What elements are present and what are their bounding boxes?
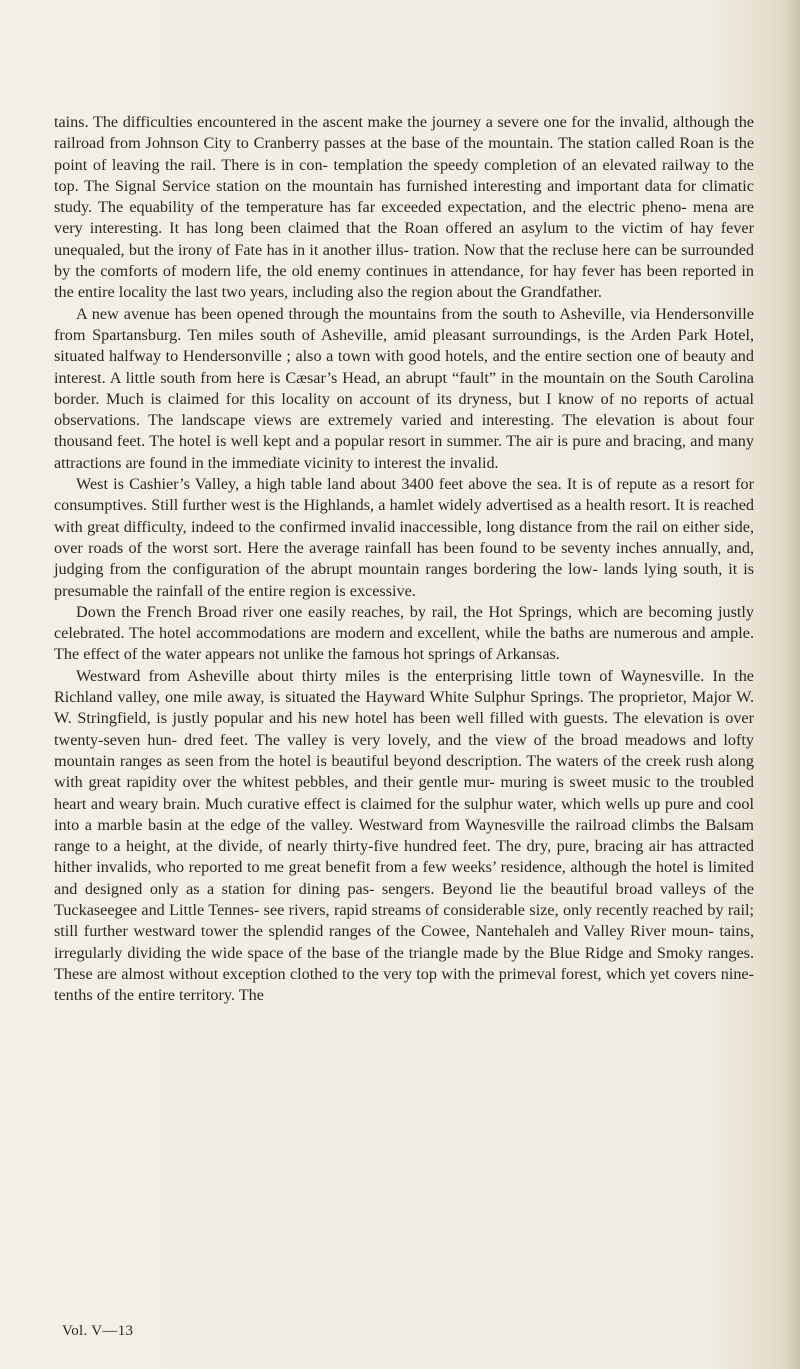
body-text [54, 112, 754, 1006]
signature-mark: Vol. V—13 [62, 1323, 134, 1339]
paragraph-5: Westward from Asheville about thirty miles is the enterprising little town of Waynesville. In the Richland valley, one mile away, is situated the Hayward White Sulphur Springs. The proprietor, Major W. W. Stringfield, is justly popular and his new hotel has been well filled with guests. The elevation is over twenty-seven hun- dred feet. The valley is very lovely, and the view of the broad meadows and lofty mountain ranges as seen from the hotel is beautiful beyond description. The waters of the creek rush along with great rapidity over the whitest pebbles, and their gentle mur- muring is sweet music to the troubled heart and weary brain. Much curative effect is claimed for the sulphur water, which wells up pure and cool into a marble basin at the edge of the valley. Westward from Waynesville the railroad climbs the Balsam range to a height, at the divide, of nearly thirty-five hundred feet. The dry, pure, bracing air has attracted hither invalids, who reported to me great benefit from a few weeks’ residence, although the hotel is limited and designed only as a station for dining pas- sengers. Beyond lie the beautiful broad valleys of the Tuckaseegee and Little Tennes- see rivers, rapid streams of considerable size, only recently reached by rail; still further westward tower the splendid ranges of the Cowee, Nantehaleh and Valley River moun- tains, irregularly dividing the wide space of the base of the triangle made by the Blue Ridge and Smoky ranges. These are almost without exception clothed to the very top with the primeval forest, which yet covers nine-tenths of the entire territory. The [54, 666, 754, 1005]
page-edge-shadow [786, 0, 800, 1369]
paragraph-3: West is Cashier’s Valley, a high table land about 3400 feet above the sea. It is of repute as a resort for consumptives. Still further west is the Highlands, a hamlet widely advertised as a health resort. It is reached with great difficulty, indeed to the confirmed invalid inaccessible, long distance from the rail on either side, over roads of the worst sort. Here the average rainfall has been found to be seventy inches annually, and, judging from the configuration of the abrupt mountain ranges bordering the low- lands lying south, it is presumable the rainfall of the entire region is excessive. [54, 475, 754, 600]
paragraph-2: A new avenue has been opened through the mountains from the south to Asheville, via Hendersonville from Spartansburg. Ten miles south of Asheville, amid pleasant surroundings, is the Arden Park Hotel, situated halfway to Hendersonville ; also a town with good hotels, and the entire section one of beauty and interest. A little south from here is Cæsar’s Head, an abrupt “fault” in the mountain on the South Carolina border. Much is claimed for this locality on account of its dryness, but I know of no reports of actual observations. The landscape views are extremely varied and interesting. The elevation is about four thousand feet. The hotel is well kept and a popular resort in summer. The air is pure and bracing, and many attractions are found in the immediate vicinity to interest the invalid. [54, 304, 754, 472]
paragraph-1: tains. The difficulties encountered in the ascent make the journey a severe one for the invalid, although the railroad from Johnson City to Cranberry passes at the base of the mountain. The station called Roan is the point of leaving the rail. There is in con- templation the speedy completion of an elevated railway to the top. The Signal Service station on the mountain has furnished interesting and important data for climatic study. The equability of the temperature has far exceeded expectation, and the electric pheno- mena are very interesting. It has long been claimed that the Roan offered an asylum to the victim of hay fever unequaled, but the irony of Fate has in it another illus- tration. Now that the recluse here can be surrounded by the comforts of modern life, the old enemy continues in attendance, for hay fever has been reported in the entire locality the last two years, including also the region about the Grandfather. [54, 113, 754, 302]
paragraph-4: Down the French Broad river one easily reaches, by rail, the Hot Springs, which are becoming justly celebrated. The hotel accommodations are modern and excellent, while the baths are numerous and ample. The effect of the water appears not unlike the famous hot springs of Arkansas. [54, 602, 754, 664]
